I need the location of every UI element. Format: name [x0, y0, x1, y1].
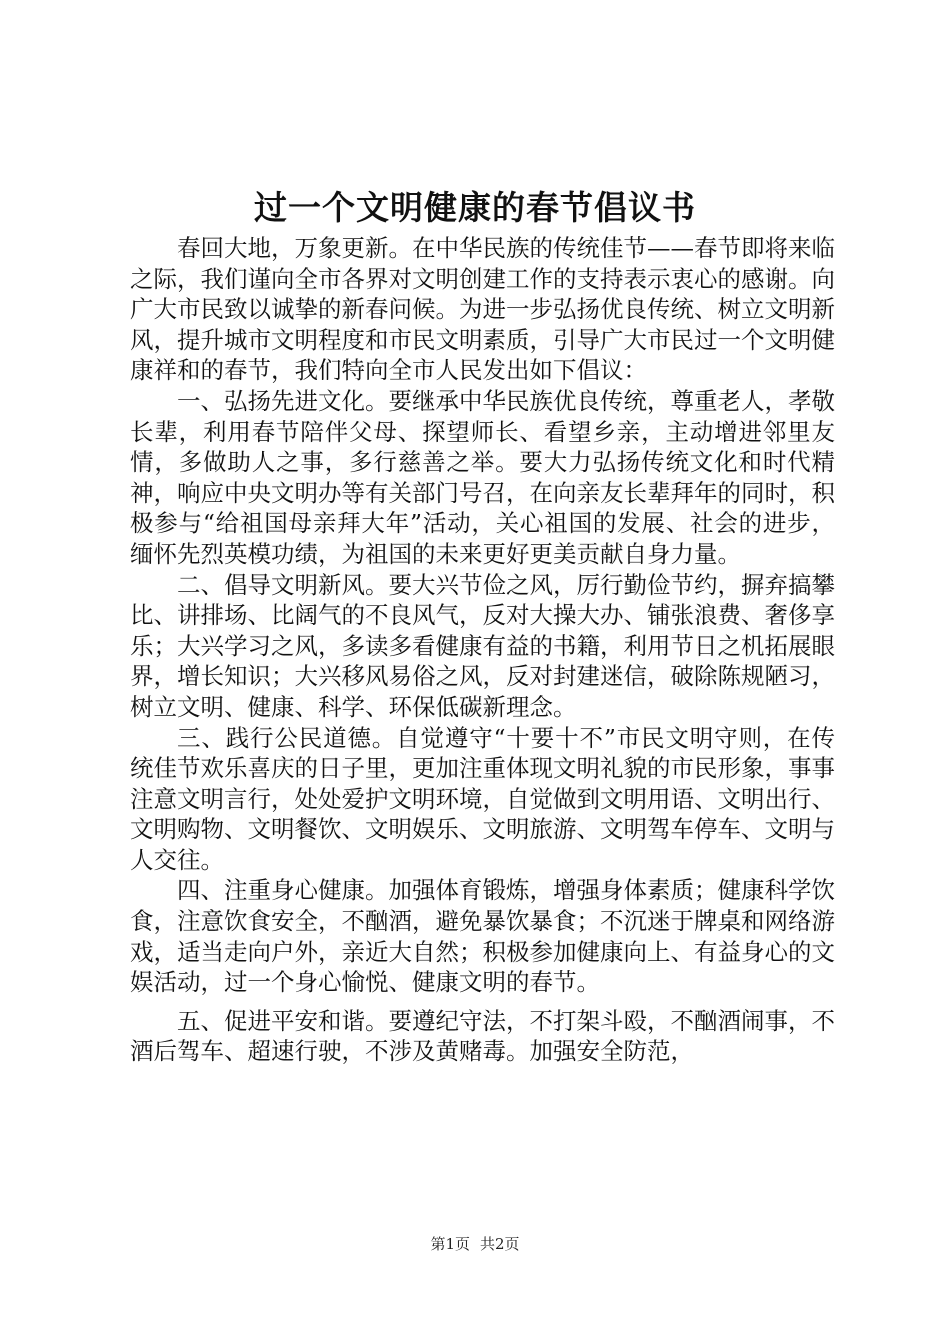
page-number-current: 第1页: [430, 1235, 470, 1253]
intro-paragraph: 春回大地，万象更新。在中华民族的传统佳节——春节即将来临之际，我们谨向全市各界对文明创建工作的支持表示衷心的感谢。向广大市民致以诚挚的新春问候。为进一步弘扬优良传统、树立文明新风，提升城市文明程度和市民文明素质，引导广大市民过一个文明健康祥和的春节，我们特向全市人民发出如下倡议：: [130, 234, 835, 385]
proposal-4-paragraph: 四、注重身心健康。加强体育锻炼，增强身体素质；健康科学饮食，注意饮食安全，不酗酒，避免暴饮暴食；不沉迷于牌桌和网络游戏，适当走向户外，亲近大自然；积极参加健康向上、有益身心的文娱活动，过一个身心愉悦、健康文明的春节。: [130, 876, 835, 997]
document-body: [130, 233, 835, 1067]
document-title: 过一个文明健康的春节倡议书: [254, 188, 696, 227]
page-number-total: 共2页: [480, 1235, 520, 1253]
proposal-5-paragraph: 五、促进平安和谐。要遵纪守法，不打架斗殴，不酗酒闹事，不酒后驾车、超速行驶，不涉及黄赌毒。加强安全防范，: [130, 1006, 835, 1066]
proposal-2-paragraph: 二、倡导文明新风。要大兴节俭之风，厉行勤俭节约，摒弃搞攀比、讲排场、比阔气的不良风气，反对大操大办、铺张浪费、奢侈享乐；大兴学习之风，多读多看健康有益的书籍，利用节日之机拓展眼界，增长知识；大兴移风易俗之风，反对封建迷信，破除陈规陋习，树立文明、健康、科学、环保低碳新理念。: [130, 570, 835, 721]
page-footer: [0, 1232, 950, 1256]
proposal-1-paragraph: 一、弘扬先进文化。要继承中华民族优良传统，尊重老人，孝敬长辈，利用春节陪伴父母、探望师长、看望乡亲，主动增进邻里友情，多做助人之事，多行慈善之举。要大力弘扬传统文化和时代精神，响应中央文明办等有关部门号召，在向亲友长辈拜年的同时，积极参与“给祖国母亲拜大年”活动，关心祖国的发展、社会的进步，缅怀先烈英模功绩，为祖国的未来更好更美贡献自身力量。: [130, 386, 835, 568]
proposal-3-paragraph: 三、践行公民道德。自觉遵守“十要十不”市民文明守则，在传统佳节欢乐喜庆的日子里，更加注重体现文明礼貌的市民形象，事事注意文明言行，处处爱护文明环境，自觉做到文明用语、文明出行、文明购物、文明餐饮、文明娱乐、文明旅游、文明驾车停车、文明与人交往。: [130, 723, 835, 874]
